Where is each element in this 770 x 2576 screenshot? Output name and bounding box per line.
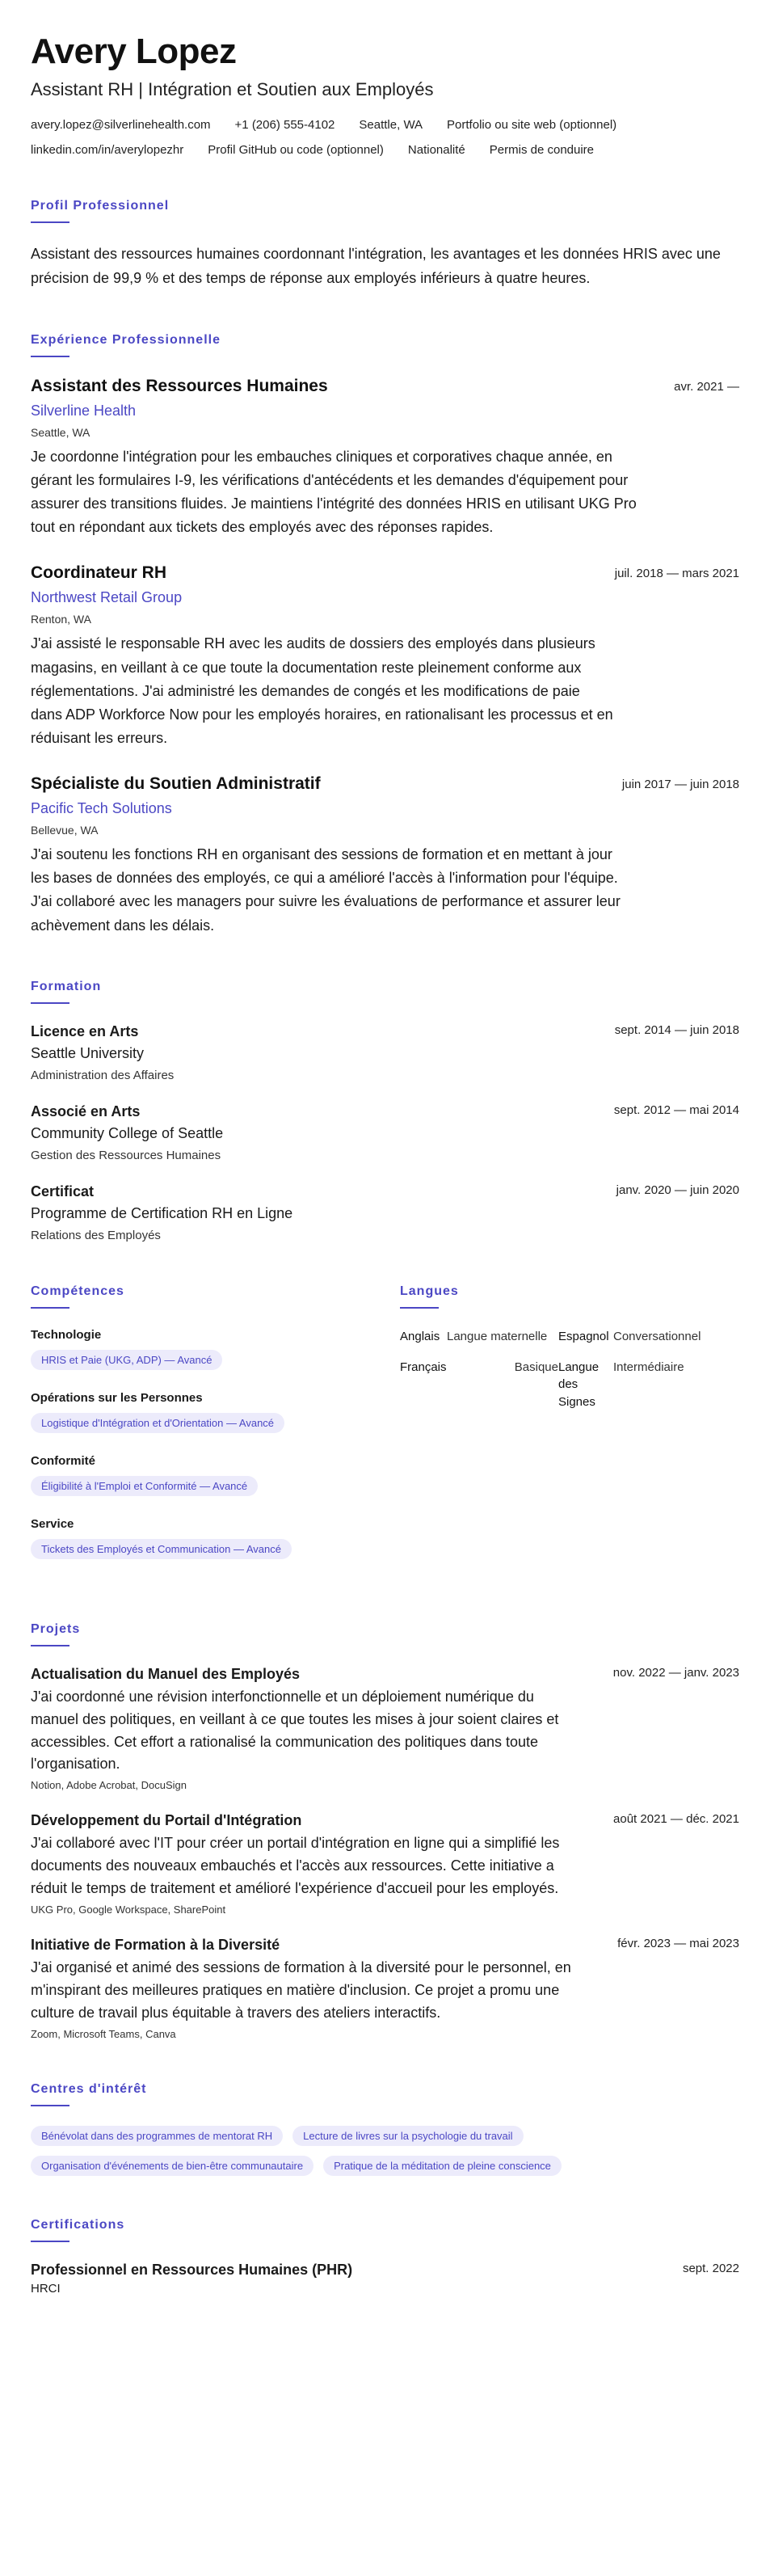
certification-name: Professionnel en Ressources Humaines (PHR): [31, 2261, 353, 2278]
section-title: Expérience Professionnelle: [31, 332, 221, 347]
experience-section: [31, 333, 739, 938]
projects-section: [31, 1622, 739, 2040]
education-date: janv. 2020 — juin 2020: [616, 1183, 739, 1197]
language-level: Basique: [514, 1360, 558, 1374]
section-title: Centres d'intérêt: [31, 2081, 147, 2096]
job-description: J'ai assisté le responsable RH avec les audits de dossiers des employés dans plusieurs magasins, en veillant à ce que toute la documentation reste pleinement conforme aux réglementations. J'ai administré les demandes de congés et les modifications de paie dans ADP Workforce Now pour les employés horaires, en rationalisant les processus et en réduisant les erreurs.: [31, 635, 613, 747]
interest-pill: Bénévolat dans des programmes de mentorat RH: [31, 2126, 283, 2146]
resume-header: [31, 32, 739, 157]
project-tools: Zoom, Microsoft Teams, Canva: [31, 2027, 176, 2040]
job-location: Bellevue, WA: [31, 824, 99, 837]
education-field: Gestion des Ressources Humaines: [31, 1148, 221, 1162]
language-level: Conversationnel: [613, 1329, 701, 1343]
skill-group: [31, 1391, 378, 1433]
education-entry: [31, 1183, 739, 1242]
interest-pill: Pratique de la méditation de pleine conscience: [323, 2156, 562, 2176]
skill-pill: Logistique d'Intégration et d'Orientation — Avancé: [31, 1413, 284, 1433]
skill-category: Service: [31, 1516, 74, 1531]
interest-list: [31, 2126, 677, 2176]
languages-section: [400, 1284, 739, 1580]
section-divider: [31, 1645, 69, 1646]
certification-entry: [31, 2262, 739, 2296]
job-title: Spécialiste du Soutien Administratif: [31, 774, 321, 794]
certification-issuer: HRCI: [31, 2281, 61, 2296]
job-location: Seattle, WA: [31, 425, 90, 439]
project-name: Initiative de Formation à la Diversité: [31, 1937, 280, 1954]
project-date: août 2021 — déc. 2021: [613, 1812, 739, 1827]
education-school: Community College of Seattle: [31, 1124, 224, 1141]
skills-section: [31, 1284, 378, 1580]
candidate-name: Avery Lopez: [31, 32, 237, 71]
project-date: févr. 2023 — mai 2023: [617, 1937, 739, 1951]
language-level: Intermédiaire: [613, 1360, 684, 1374]
education-school: Seattle University: [31, 1044, 145, 1061]
language-name: Anglais: [400, 1329, 440, 1343]
skill-category: Conformité: [31, 1453, 95, 1468]
section-divider: [31, 1307, 69, 1309]
skill-group: [31, 1454, 378, 1496]
job-title: Assistant des Ressources Humaines: [31, 376, 328, 395]
contact-linkedin[interactable]: linkedin.com/in/averylopezhr: [31, 143, 184, 158]
project-description: J'ai organisé et animé des sessions de formation à la diversité pour le personnel, en m'inspirant des meilleures pratiques en matière d'inclusion. Ce projet a promu une culture de travail plus équitable à travers des ateliers interactifs.: [31, 1959, 571, 2021]
job-entry: [31, 774, 739, 938]
language-name: Espagnol: [558, 1329, 609, 1343]
section-divider: [400, 1307, 439, 1309]
section-divider: [31, 1002, 69, 1004]
contact-phone[interactable]: +1 (206) 555-4102: [234, 118, 335, 133]
project-entry: [31, 1937, 739, 2040]
education-date: sept. 2014 — juin 2018: [614, 1022, 739, 1037]
job-company: Silverline Health: [31, 402, 137, 419]
section-divider: [31, 2241, 69, 2242]
job-title: Coordinateur RH: [31, 563, 166, 583]
job-description: J'ai soutenu les fonctions RH en organisant des sessions de formation et en mettant à jour les bases de données des employés, ce qui a amélioré l'accès à l'information pour l'équipe. J'ai collaboré avec les managers pour suivre les évaluations de performance et assurer leur achèvement dans les délais.: [31, 846, 621, 934]
project-tools: UKG Pro, Google Workspace, SharePoint: [31, 1904, 226, 1916]
education-date: sept. 2012 — mai 2014: [613, 1102, 739, 1117]
contact-portfolio[interactable]: Portfolio ou site web (optionnel): [447, 118, 617, 133]
project-entry: [31, 1666, 739, 1792]
job-description: Je coordonne l'intégration pour les embauches cliniques et corporatives chaque année, en gérant les formulaires I-9, les vérifications d'antécédents et les demandes d'équipement pour assurer des transitions fluides. Je maintiens l'intégrité des données HRIS en utilisant UKG Pro tout en répondant aux tickets des employés avec des réponses rapides.: [31, 448, 637, 536]
certifications-section: [31, 2218, 739, 2296]
interests-section: [31, 2082, 739, 2176]
interest-pill: Lecture de livres sur la psychologie du travail: [292, 2126, 523, 2146]
job-location: Renton, WA: [31, 613, 91, 626]
project-name: Actualisation du Manuel des Employés: [31, 1665, 301, 1682]
education-field: Administration des Affaires: [31, 1068, 175, 1082]
contact-license: Permis de conduire: [489, 143, 595, 158]
contact-location: Seattle, WA: [359, 118, 423, 133]
job-entry: [31, 377, 739, 540]
section-title: Compétences: [31, 1284, 124, 1298]
project-description: J'ai collaboré avec l'IT pour créer un portail d'intégration en ligne qui a simplifié les documents des nouveaux embauchés et l'accès aux ressources. Cette initiative a réduit le temps de traitement et amélioré l'expérience d'accueil pour les employés.: [31, 1835, 560, 1897]
skill-category: Technologie: [31, 1327, 102, 1342]
language-name: Langue des Signes: [558, 1360, 600, 1410]
language-level: Langue maternelle: [447, 1329, 548, 1343]
certification-date: sept. 2022: [682, 2261, 739, 2275]
interest-pill: Organisation d'événements de bien-être communautaire: [31, 2156, 313, 2176]
education-degree: Associé en Arts: [31, 1102, 141, 1119]
candidate-subtitle: Assistant RH | Intégration et Soutien aux Employés: [31, 79, 434, 100]
section-title: Projets: [31, 1621, 81, 1636]
project-date: nov. 2022 — janv. 2023: [612, 1665, 739, 1680]
profile-section: [31, 199, 739, 290]
skill-pill: Tickets des Employés et Communication — Avancé: [31, 1539, 292, 1559]
section-divider: [31, 356, 69, 357]
skills-languages-row: [31, 1284, 739, 1580]
job-company: Pacific Tech Solutions: [31, 800, 172, 817]
section-title: Certifications: [31, 2217, 125, 2232]
education-degree: Certificat: [31, 1183, 95, 1199]
job-entry: [31, 563, 739, 750]
project-description: J'ai coordonné une révision interfonctionnelle et un déploiement numérique du manuel des politiques, en veillant à ce que toutes les mises à jour soient claires et accessibles. Cet effort a rationalisé la communication des politiques dans toute l'organisation.: [31, 1688, 559, 1773]
language-name: Français: [400, 1360, 447, 1374]
education-school: Programme de Certification RH en Ligne: [31, 1204, 293, 1221]
education-degree: Licence en Arts: [31, 1022, 139, 1039]
education-field: Relations des Employés: [31, 1228, 161, 1242]
education-section: [31, 980, 739, 1242]
education-entry: [31, 1103, 739, 1162]
project-name: Développement du Portail d'Intégration: [31, 1812, 302, 1829]
contact-github[interactable]: Profil GitHub ou code (optionnel): [208, 143, 384, 158]
skill-pill: HRIS et Paie (UKG, ADP) — Avancé: [31, 1350, 222, 1370]
skill-group: [31, 1517, 378, 1559]
skill-category: Opérations sur les Personnes: [31, 1390, 203, 1405]
section-divider: [31, 2105, 69, 2106]
job-date: juil. 2018 — mars 2021: [614, 567, 739, 581]
section-title: Langues: [400, 1284, 459, 1298]
contact-nationality: Nationalité: [407, 143, 465, 158]
job-company: Northwest Retail Group: [31, 589, 183, 606]
language-grid: [400, 1328, 739, 1411]
project-tools: Notion, Adobe Acrobat, DocuSign: [31, 1779, 187, 1792]
skill-pill: Éligibilité à l'Emploi et Conformité — Avancé: [31, 1476, 258, 1496]
section-divider: [31, 221, 69, 223]
education-entry: [31, 1023, 739, 1082]
contact-list: [31, 118, 739, 157]
section-title: Profil Professionnel: [31, 199, 170, 213]
job-date: juin 2017 — juin 2018: [621, 778, 739, 792]
job-date: avr. 2021 —: [674, 379, 739, 394]
contact-email[interactable]: avery.lopez@silverlinehealth.com: [31, 118, 211, 133]
skill-group: [31, 1328, 378, 1370]
project-entry: [31, 1812, 739, 1916]
profile-summary: Assistant des ressources humaines coordonnant l'intégration, les avantages et les données HRIS avec une précision de 99,9 % et des temps de réponse aux employés inférieurs à quatre heures.: [31, 246, 721, 287]
section-title: Formation: [31, 979, 102, 993]
